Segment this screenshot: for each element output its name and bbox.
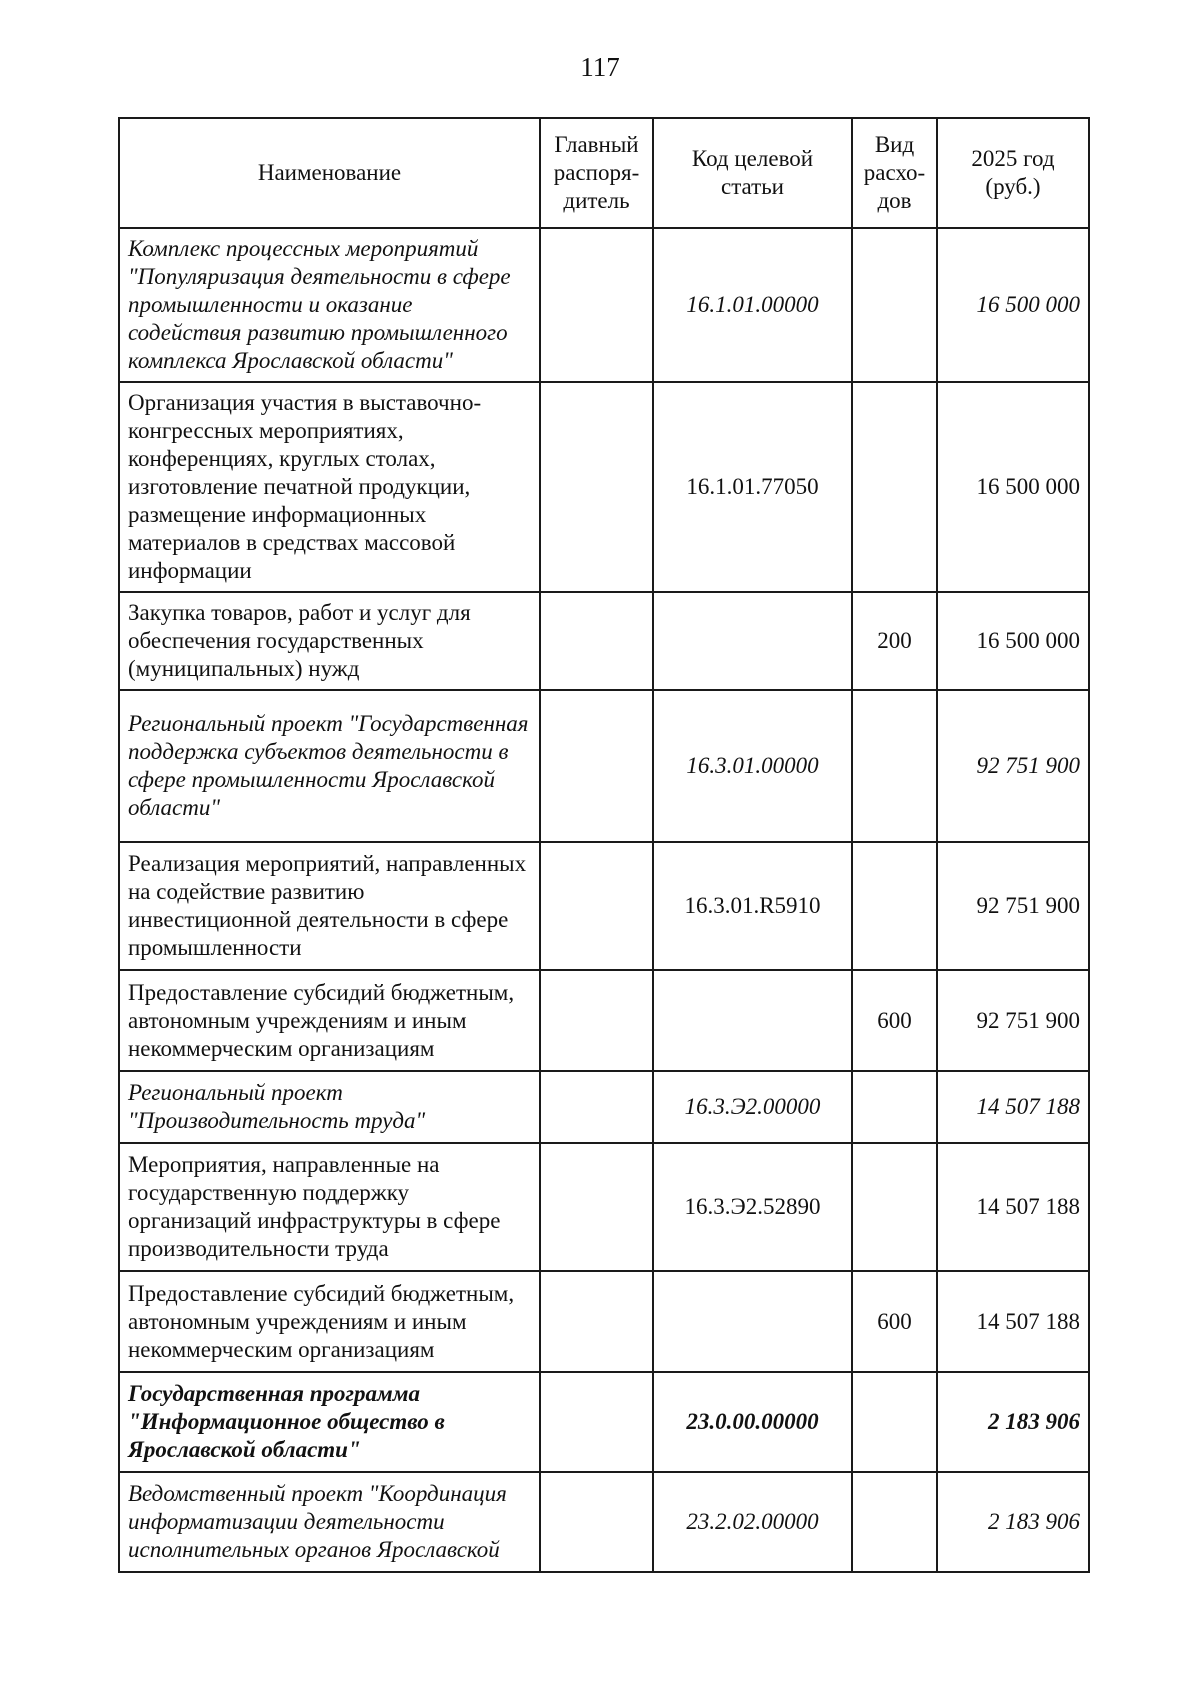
row-code: 16.1.01.77050 xyxy=(653,382,852,592)
row-type xyxy=(852,690,937,842)
row-amount: 2 183 906 xyxy=(937,1372,1089,1472)
page-number: 117 xyxy=(580,52,620,82)
table-row xyxy=(119,842,1089,970)
row-code: 16.3.Э2.52890 xyxy=(653,1143,852,1271)
row-amount: 92 751 900 xyxy=(937,690,1089,842)
row-manager xyxy=(540,842,653,970)
header-name: Наименование xyxy=(119,118,540,228)
row-type xyxy=(852,1143,937,1271)
table-row xyxy=(119,1472,1089,1572)
table-header-row xyxy=(119,118,1089,228)
row-manager xyxy=(540,1143,653,1271)
row-type: 200 xyxy=(852,592,937,690)
header-amount: 2025 год (руб.) xyxy=(937,118,1089,228)
row-manager xyxy=(540,1372,653,1472)
row-type xyxy=(852,382,937,592)
header-code: Код целевой статьи xyxy=(653,118,852,228)
row-amount: 16 500 000 xyxy=(937,228,1089,382)
row-code: 16.3.01.00000 xyxy=(653,690,852,842)
row-manager xyxy=(540,690,653,842)
row-amount: 16 500 000 xyxy=(937,382,1089,592)
row-type: 600 xyxy=(852,970,937,1071)
budget-table xyxy=(118,117,1090,1573)
table-row xyxy=(119,690,1089,842)
row-type xyxy=(852,1472,937,1572)
row-name: Мероприятия, направленные на государственную поддержку организаций инфраструктуры в сфере производительности труда xyxy=(119,1143,540,1271)
row-amount: 14 507 188 xyxy=(937,1271,1089,1372)
row-amount: 92 751 900 xyxy=(937,842,1089,970)
table-row xyxy=(119,970,1089,1071)
row-amount: 14 507 188 xyxy=(937,1071,1089,1143)
row-name: Предоставление субсидий бюджетным, автономным учреждениям и иным некоммерческим организациям xyxy=(119,1271,540,1372)
row-name: Ведомственный проект "Координация информатизации деятельности исполнительных органов Ярославской xyxy=(119,1472,540,1572)
row-name: Региональный проект "Производительность труда" xyxy=(119,1071,540,1143)
row-name: Региональный проект "Государственная поддержка субъектов деятельности в сфере промышленности Ярославской области" xyxy=(119,690,540,842)
row-name: Государственная программа "Информационное общество в Ярославской области" xyxy=(119,1372,540,1472)
row-manager xyxy=(540,1071,653,1143)
table-row xyxy=(119,382,1089,592)
row-code: 23.0.00.00000 xyxy=(653,1372,852,1472)
row-manager xyxy=(540,228,653,382)
header-manager: Главный распоря-дитель xyxy=(540,118,653,228)
header-type: Вид расхо-дов xyxy=(852,118,937,228)
row-name: Организация участия в выставочно-конгрессных мероприятиях, конференциях, круглых столах, изготовление печатной продукции, размещение информационных материалов в средствах массовой информации xyxy=(119,382,540,592)
row-type xyxy=(852,1071,937,1143)
row-amount: 14 507 188 xyxy=(937,1143,1089,1271)
table-row xyxy=(119,1143,1089,1271)
table-row xyxy=(119,1071,1089,1143)
row-type xyxy=(852,1372,937,1472)
row-amount: 2 183 906 xyxy=(937,1472,1089,1572)
row-type xyxy=(852,842,937,970)
row-manager xyxy=(540,970,653,1071)
row-code: 16.3.01.R5910 xyxy=(653,842,852,970)
row-code: 16.1.01.00000 xyxy=(653,228,852,382)
row-manager xyxy=(540,1271,653,1372)
row-manager xyxy=(540,592,653,690)
row-name: Реализация мероприятий, направленных на содействие развитию инвестиционной деятельности в сфере промышленности xyxy=(119,842,540,970)
row-code: 23.2.02.00000 xyxy=(653,1472,852,1572)
table-row xyxy=(119,228,1089,382)
table-row xyxy=(119,1271,1089,1372)
row-name: Закупка товаров, работ и услуг для обеспечения государственных (муниципальных) нужд xyxy=(119,592,540,690)
table-row xyxy=(119,592,1089,690)
row-code xyxy=(653,970,852,1071)
row-name: Комплекс процессных мероприятий "Популяризация деятельности в сфере промышленности и оказание содействия развитию промышленного комплекса Ярославской области" xyxy=(119,228,540,382)
row-code xyxy=(653,1271,852,1372)
row-type: 600 xyxy=(852,1271,937,1372)
row-amount: 16 500 000 xyxy=(937,592,1089,690)
row-code: 16.3.Э2.00000 xyxy=(653,1071,852,1143)
row-manager xyxy=(540,1472,653,1572)
row-type xyxy=(852,228,937,382)
table-row xyxy=(119,1372,1089,1472)
row-manager xyxy=(540,382,653,592)
row-amount: 92 751 900 xyxy=(937,970,1089,1071)
row-code xyxy=(653,592,852,690)
row-name: Предоставление субсидий бюджетным, автономным учреждениям и иным некоммерческим организациям xyxy=(119,970,540,1071)
